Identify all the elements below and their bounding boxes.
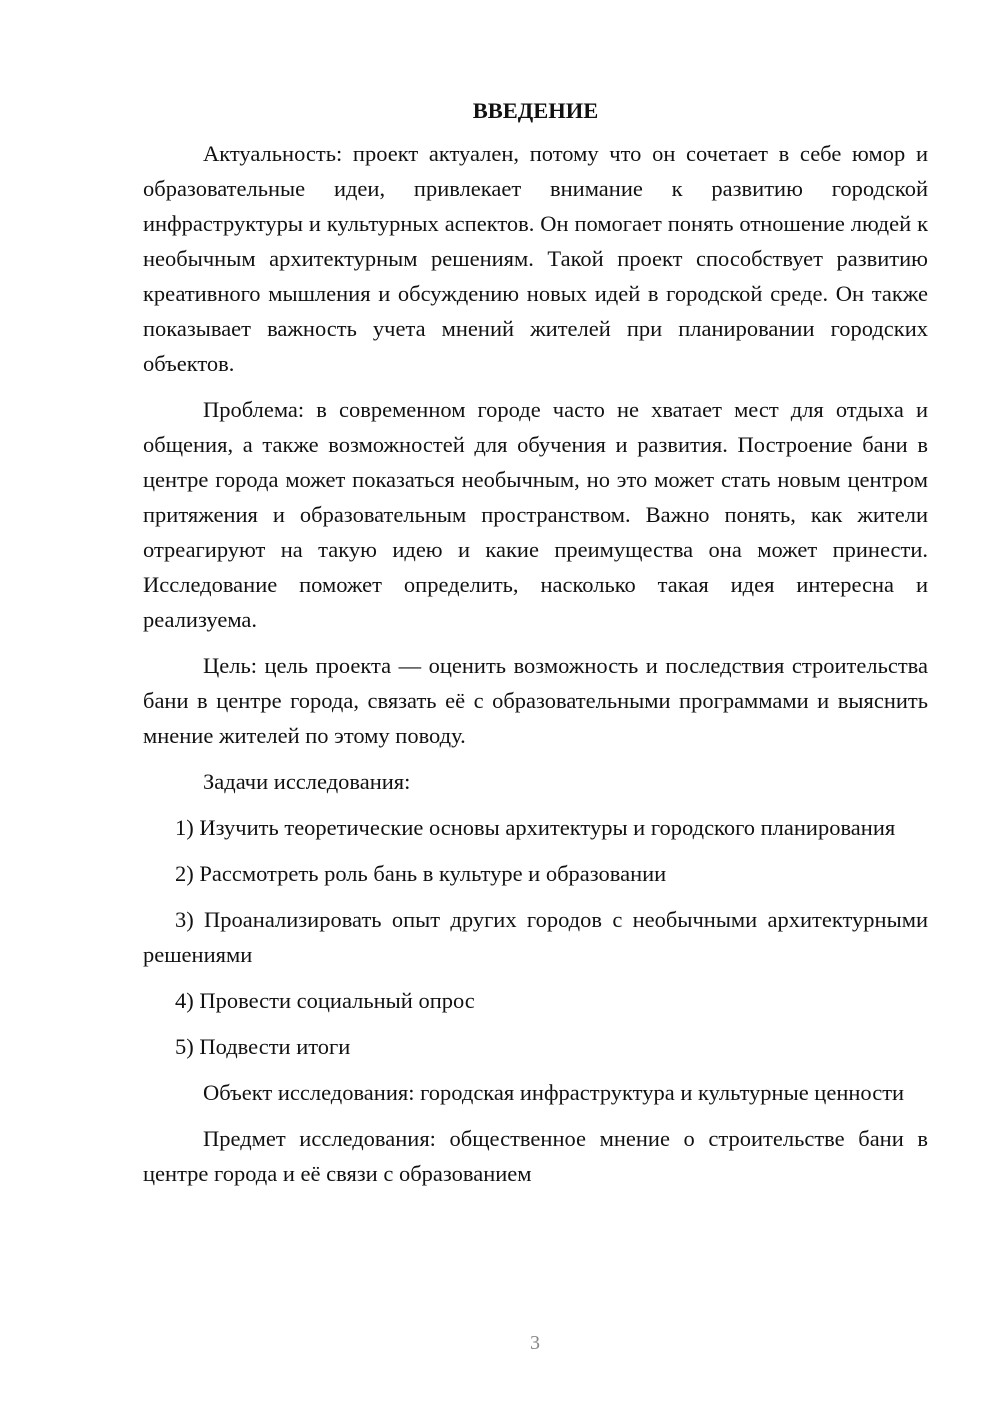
page-number: 3 [530, 1332, 540, 1354]
list-item: 4) Провести социальный опрос [175, 988, 475, 1013]
list-item: 5) Подвести итоги [175, 1034, 351, 1059]
problem-paragraph: Проблема: в современном городе часто не хватает мест для отдыха и общения, а также возможностей для обучения и развития. Построение бани в центре города может показаться необычным, но это может стать новым центром притяжения и образовательным пространством. Важно понять, как жители отреагируют на такую идею и какие преимущества она может принести. Исследование поможет определить, насколько такая идея интересна и реализуема. [143, 397, 928, 632]
document-page [143, 94, 928, 1202]
list-item: 2) Рассмотреть роль бань в культуре и образовании [175, 861, 667, 886]
tasks-label: Задачи исследования: [203, 769, 411, 794]
relevance-paragraph: Актуальность: проект актуален, потому что он сочетает в себе юмор и образовательные идеи, привлекает внимание к развитию городской инфраструктуры и культурных аспектов. Он помогает понять отношение людей к необычным архитектурным решениям. Такой проект способствует развитию креативного мышления и обсуждению новых идей в городской среде. Он также показывает важность учета мнений жителей при планировании городских объектов. [143, 141, 928, 376]
page-title: ВВЕДЕНИЕ [472, 98, 599, 123]
list-item: 1) Изучить теоретические основы архитектуры и городского планирования [175, 815, 896, 840]
goal-paragraph: Цель: цель проекта — оценить возможность и последствия строительства бани в центре города, связать её с образовательными программами и выяснить мнение жителей по этому поводу. [143, 653, 928, 748]
list-item: 3) Проанализировать опыт других городов с необычными архитектурными решениями [143, 907, 928, 967]
tasks-list [143, 810, 928, 1064]
object-paragraph: Объект исследования: городская инфраструктура и культурные ценности [203, 1080, 905, 1105]
subject-paragraph: Предмет исследования: общественное мнение о строительстве бани в центре города и её связи с образованием [143, 1126, 928, 1186]
